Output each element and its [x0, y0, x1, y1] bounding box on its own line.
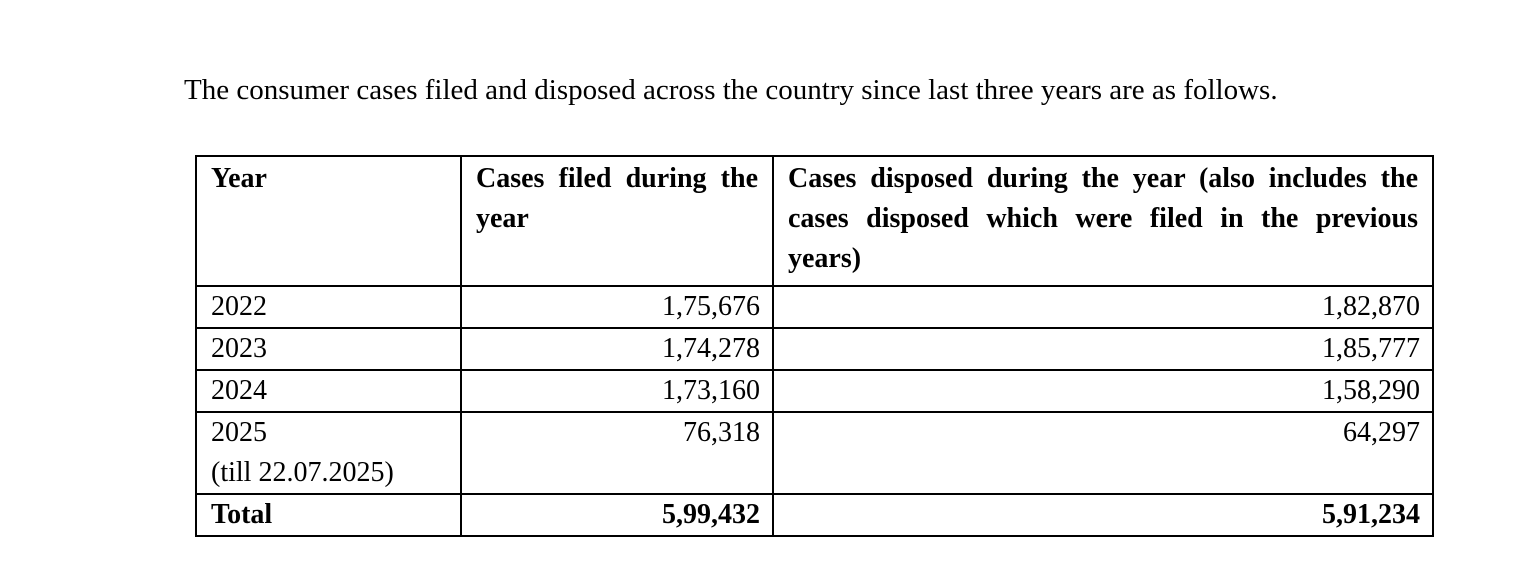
- year-note: (till 22.07.2025): [211, 457, 394, 488]
- table-row: [196, 286, 1433, 328]
- intro-paragraph: The consumer cases filed and disposed across the country since last three years are as follows.: [184, 74, 1278, 106]
- header-cases-filed: Cases filed during the year: [461, 156, 773, 286]
- header-cases-disposed: Cases disposed during the year (also includes the cases disposed which were filed in the previous years): [773, 156, 1433, 286]
- table-row: [196, 370, 1433, 412]
- filed-cell: 1,74,278: [461, 328, 773, 370]
- disposed-cell: 1,82,870: [773, 286, 1433, 328]
- total-filed: 5,99,432: [461, 494, 773, 536]
- table-row: [196, 412, 1433, 494]
- filed-cell: 1,75,676: [461, 286, 773, 328]
- cases-table: [195, 155, 1434, 537]
- year-value: 2025: [211, 417, 267, 448]
- header-year: Year: [196, 156, 461, 286]
- disposed-cell: 1,85,777: [773, 328, 1433, 370]
- year-cell: 2024: [196, 370, 461, 412]
- total-row: [196, 494, 1433, 536]
- disposed-cell: 64,297: [773, 412, 1433, 494]
- disposed-cell: 1,58,290: [773, 370, 1433, 412]
- filed-cell: 1,73,160: [461, 370, 773, 412]
- year-cell: 2022: [196, 286, 461, 328]
- filed-cell: 76,318: [461, 412, 773, 494]
- total-disposed: 5,91,234: [773, 494, 1433, 536]
- year-cell: 2023: [196, 328, 461, 370]
- total-label: Total: [196, 494, 461, 536]
- table-header-row: [196, 156, 1433, 286]
- table-row: [196, 328, 1433, 370]
- year-cell: [196, 412, 461, 494]
